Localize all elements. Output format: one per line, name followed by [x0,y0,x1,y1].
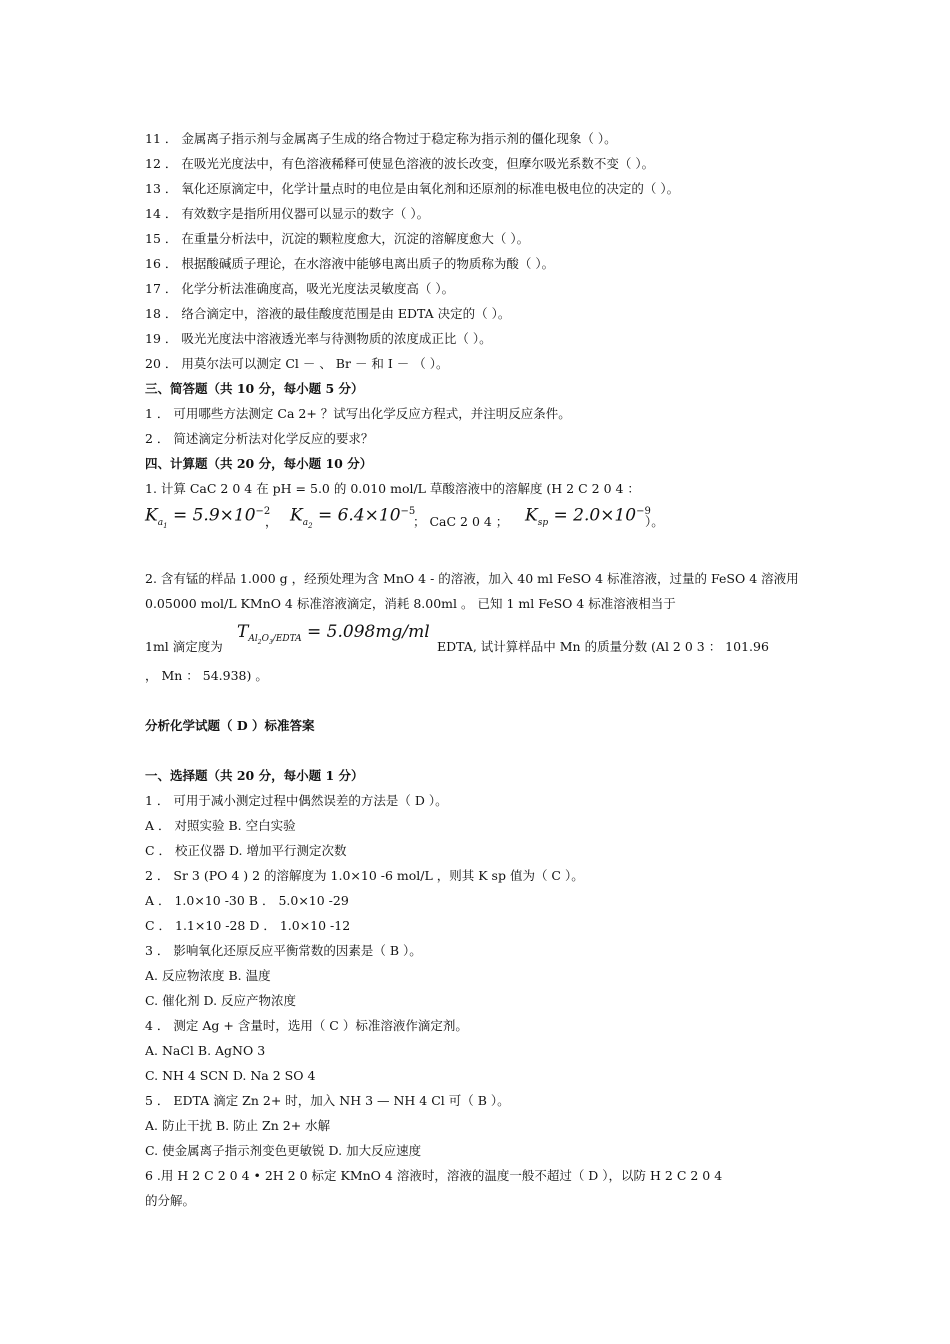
cac2o4-label: ； CaC 2 0 4 ； [413,514,509,529]
spacer [145,541,815,566]
short-answer-heading: 三、简答题（共 10 分，每小题 5 分） [145,381,364,396]
formula-close: ）。 [645,514,664,529]
calc-q2-titer-line [145,616,815,661]
choice-line: C ． 1.1×10 -28 D ． 1.0×10 -12 [145,918,351,933]
judge-item-20: 20 ． 用莫尔法可以测定 Cl － 、 Br － 和 I － （ ）。 [145,356,449,371]
judge-item-19: 19 ． 吸光光度法中溶液透光率与待测物质的浓度成正比（ ）。 [145,331,492,346]
judge-item-13: 13 ． 氧化还原滴定中，化学计量点时的电位是由氧化剂和还原剂的标准电极电位的决定的（ ）。 [145,181,680,196]
judge-item-14: 14 ． 有效数字是指所用仪器可以显示的数字（ ）。 [145,206,430,221]
ka2-formula: $K_{a_2} = 6.4\times 10^{-5}$ [290,505,416,530]
choice-line: 1 ． 可用于减小测定过程中偶然误差的方法是（ D ）。 [145,793,448,808]
answer-title: 分析化学试题（ D ）标准答案 [145,718,315,733]
calc-q2-text: 2. 含有锰的样品 1.000 g ，经预处理为含 MnO 4 - 的溶液，加入 40 ml FeSO 4 标准溶液，过量的 FeSO 4 溶液用 0.05000 mol/L KMnO 4 标准溶液滴定，消耗 8.00ml 。 已知 1 ml FeSO 4 标准溶液相当于 [145,571,799,611]
choice-line: A. 防止干扰 B. 防止 Zn 2+ 水解 [145,1118,331,1133]
short-answer-item-1: 1 ． 可用哪些方法测定 Ca 2+ ？试写出化学反应方程式，并注明反应条件。 [145,406,571,421]
choice-line: 的分解。 [145,1193,196,1208]
choice-line: 4 ． 测定 Ag + 含量时，选用（ C ）标准溶液作滴定剂。 [145,1018,468,1033]
titer-prefix: 1ml 滴定度为 [145,639,223,654]
spacer [145,738,815,763]
calc-q1-text: 1. 计算 CaC 2 0 4 在 pH = 5.0 的 0.010 mol/L 草酸溶液中的溶解度 (H 2 C 2 0 4 ： [145,481,640,496]
calc-q2-block [145,566,815,616]
judge-item-11: 11 ． 金属离子指示剂与金属离子生成的络合物过于稳定称为指示剂的僵化现象（ ）。 [145,131,617,146]
short-answer-item-2: 2 ． 简述滴定分析法对化学反应的要求？ [145,431,374,446]
judge-item-16: 16 ． 根据酸碱质子理论，在水溶液中能够电离出质子的物质称为酸（ ）。 [145,256,555,271]
choice-line: A. NaCl B. AgNO 3 [145,1043,266,1058]
calc-q1-constants [145,501,815,541]
titer-formula: $T_{Al_2O_3/EDTA} = 5.098mg/ml$ [237,622,430,647]
titer-suffix: EDTA, 试计算样品中 Mn 的质量分数 (Al 2 0 3 ： 101.96 [437,639,769,654]
choice-line: C. NH 4 SCN D. Na 2 SO 4 [145,1068,316,1083]
choice-line: 2 ． Sr 3 (PO 4 ) 2 的溶解度为 1.0×10 -6 mol/L ，则其 K sp 值为（ C ）。 [145,868,584,883]
choice-line: C. 催化剂 D. 反应产物浓度 [145,993,297,1008]
choice-line: A ． 1.0×10 -30 B ． 5.0×10 -29 [145,893,349,908]
choice-heading: 一、选择题（共 20 分，每小题 1 分） [145,768,364,783]
judge-item-15: 15 ． 在重量分析法中，沉淀的颗粒度愈大，沉淀的溶解度愈大（ ）。 [145,231,530,246]
choice-line: A. 反应物浓度 B. 温度 [145,968,271,983]
choice-line: 5 ． EDTA 滴定 Zn 2+ 时，加入 NH 3 — NH 4 Cl 可（ B ）。 [145,1093,510,1108]
separator-comma: ， [265,514,278,529]
ka1-formula: $K_{a_1} = 5.9\times 10^{-2}$ [145,505,271,530]
calc-q2-tail: ， Mn ： 54.938) 。 [145,668,268,683]
ksp-formula: $K_{sp} = 2.0\times 10^{-9}$ [525,505,651,529]
document-content [145,126,815,1213]
calculation-heading: 四、计算题（共 20 分，每小题 10 分） [145,456,373,471]
judge-item-17: 17 ． 化学分析法准确度高，吸光光度法灵敏度高（ ）。 [145,281,455,296]
choice-line: C. 使金属离子指示剂变色更敏锐 D. 加大反应速度 [145,1143,422,1158]
choice-line: C ． 校正仪器 D. 增加平行测定次数 [145,843,347,858]
spacer [145,688,815,713]
choice-line: A ． 对照实验 B. 空白实验 [145,818,296,833]
choice-line: 3 ． 影响氧化还原反应平衡常数的因素是（ B ）。 [145,943,422,958]
choice-line: 6 .用 H 2 C 2 0 4 • 2H 2 0 标定 KMnO 4 溶液时，溶液的温度一般不超过（ D ），以防 H 2 C 2 0 4 [145,1168,723,1183]
judge-item-18: 18 ． 络合滴定中，溶液的最佳酸度范围是由 EDTA 决定的（ ）。 [145,306,511,321]
judge-item-12: 12 ． 在吸光光度法中，有色溶液稀释可使显色溶液的波长改变，但摩尔吸光系数不变（ ）。 [145,156,655,171]
